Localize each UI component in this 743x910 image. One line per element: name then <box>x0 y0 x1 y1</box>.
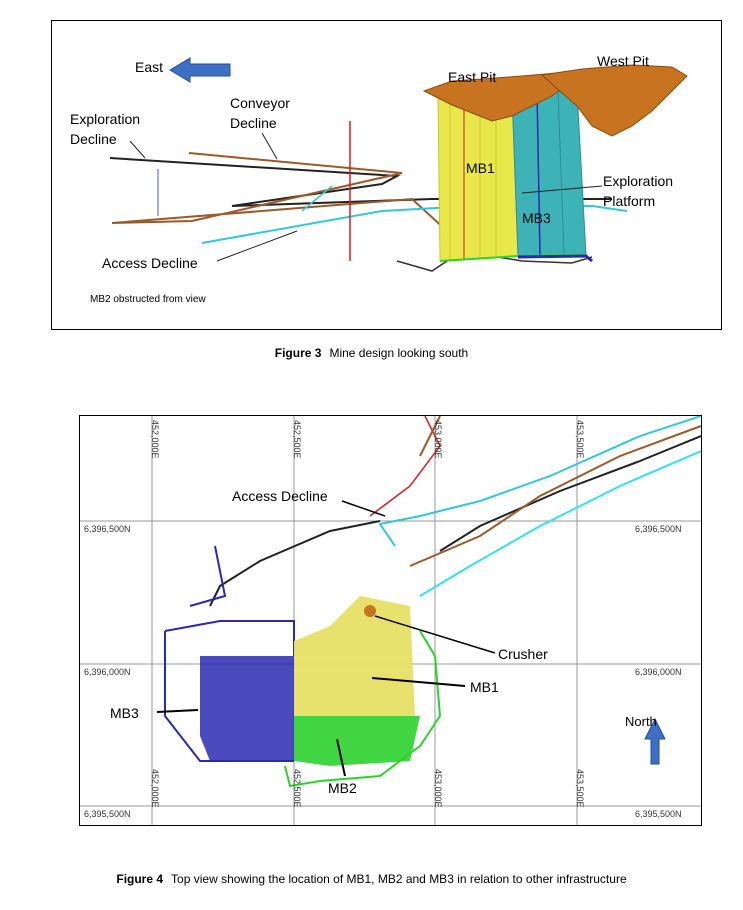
east-arrow-icon <box>170 58 230 82</box>
mine-plan-top-view <box>80 416 701 825</box>
mb2-plan-label: MB2 <box>328 780 357 796</box>
northing-label-left-2: 6,396,000N <box>84 667 131 677</box>
west-pit-label: West Pit <box>597 53 649 69</box>
easting-label-bottom-1: 452,000E <box>150 769 160 808</box>
conveyor-decline-label-1: Conveyor <box>230 95 290 111</box>
mb1-label: MB1 <box>466 160 495 176</box>
easting-label-bottom-2: 452,500E <box>292 769 302 808</box>
northing-label-right-3: 6,395,500N <box>635 809 682 819</box>
easting-label-top-3: 453,000E <box>433 420 443 459</box>
exploration-decline-label-2: Decline <box>70 131 117 147</box>
mb3-label: MB3 <box>522 210 551 226</box>
figure-4-panel <box>79 415 702 826</box>
figure-4-caption <box>0 872 743 886</box>
access-decline-label: Access Decline <box>102 255 198 271</box>
conveyor-decline-label-2: Decline <box>230 115 277 131</box>
mb3-stope-block <box>512 91 586 256</box>
northing-label-right-2: 6,396,000N <box>635 667 682 677</box>
mb1-plan-label: MB1 <box>470 679 499 695</box>
figure-3-caption-text: Mine design looking south <box>329 346 469 360</box>
exploration-platform-label-2: Platform <box>603 193 656 209</box>
east-pit-label: East Pit <box>448 69 497 85</box>
exploration-platform-label-1: Exploration <box>603 173 674 189</box>
east-label: East <box>135 59 164 75</box>
easting-label-top-4: 453,500E <box>575 420 585 459</box>
easting-label-bottom-4: 453,500E <box>575 769 585 808</box>
access-decline-plan-label: Access Decline <box>232 488 328 504</box>
figure-3-panel <box>51 20 722 330</box>
easting-label-top-1: 452,000E <box>150 420 160 459</box>
figure-3-caption-number: Figure 3 <box>274 346 322 360</box>
northing-label-left-1: 6,396,500N <box>84 524 131 534</box>
figure-3-caption <box>0 346 743 360</box>
obstruction-note: MB2 obstructed from view <box>90 294 206 305</box>
mb2-plan-area <box>294 716 420 766</box>
north-label: North <box>625 714 657 729</box>
northing-label-right-1: 6,396,500N <box>635 524 682 534</box>
crusher-label: Crusher <box>498 646 548 662</box>
easting-label-bottom-3: 453,000E <box>433 769 443 808</box>
exploration-decline-label-1: Exploration <box>70 111 141 127</box>
easting-label-top-2: 452,500E <box>292 420 302 459</box>
figure-4-caption-text: Top view showing the location of MB1, MB2 and MB3 in relation to other infrastructure <box>171 872 627 886</box>
mb3-plan-area <box>200 656 294 761</box>
northing-label-left-3: 6,395,500N <box>84 809 131 819</box>
figure-4-caption-number: Figure 4 <box>116 872 164 886</box>
conveyor-decline-line <box>112 153 472 251</box>
mb3-plan-label: MB3 <box>110 705 139 721</box>
mb1-plan-area <box>294 596 415 716</box>
